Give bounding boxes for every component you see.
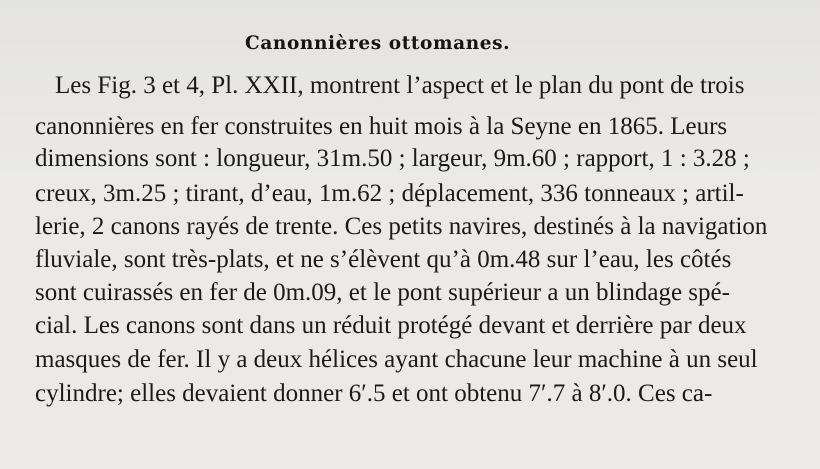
section-title: Canonnières ottomanes.: [245, 33, 511, 54]
text-line-1: Les Fig. 3 et 4, Pl. XXII, montrent l’aspect et le plan du pont de trois: [55, 72, 745, 99]
text-line-10: cylindre; elles devaient donner 6′.5 et ont obtenu 7′.7 à 8′.0. Ces ca-: [35, 380, 713, 407]
text-line-2: canonnières en fer construites en huit mois à la Seyne en 1865. Leurs: [35, 113, 728, 140]
text-line-9: masques de fer. Il y a deux hélices ayant chacune leur machine à un seul: [35, 346, 758, 373]
text-line-6: fluviale, sont très-plats, et ne s’élèvent qu’à 0m.48 sur l’eau, les côtés: [35, 246, 732, 273]
text-line-8: cial. Les canons sont dans un réduit protégé devant et derrière par deux: [35, 312, 747, 339]
text-line-5: lerie, 2 canons rayés de trente. Ces petits navires, destinés à la navigation: [35, 213, 768, 240]
text-line-4: creux, 3m.25 ; tirant, d’eau, 1m.62 ; déplacement, 336 tonneaux ; artil-: [35, 180, 744, 207]
text-line-3: dimensions sont : longueur, 31m.50 ; largeur, 9m.60 ; rapport, 1 : 3.28 ;: [35, 145, 750, 172]
text-line-7: sont cuirassés en fer de 0m.09, et le pont supérieur a un blindage spé-: [35, 279, 730, 306]
